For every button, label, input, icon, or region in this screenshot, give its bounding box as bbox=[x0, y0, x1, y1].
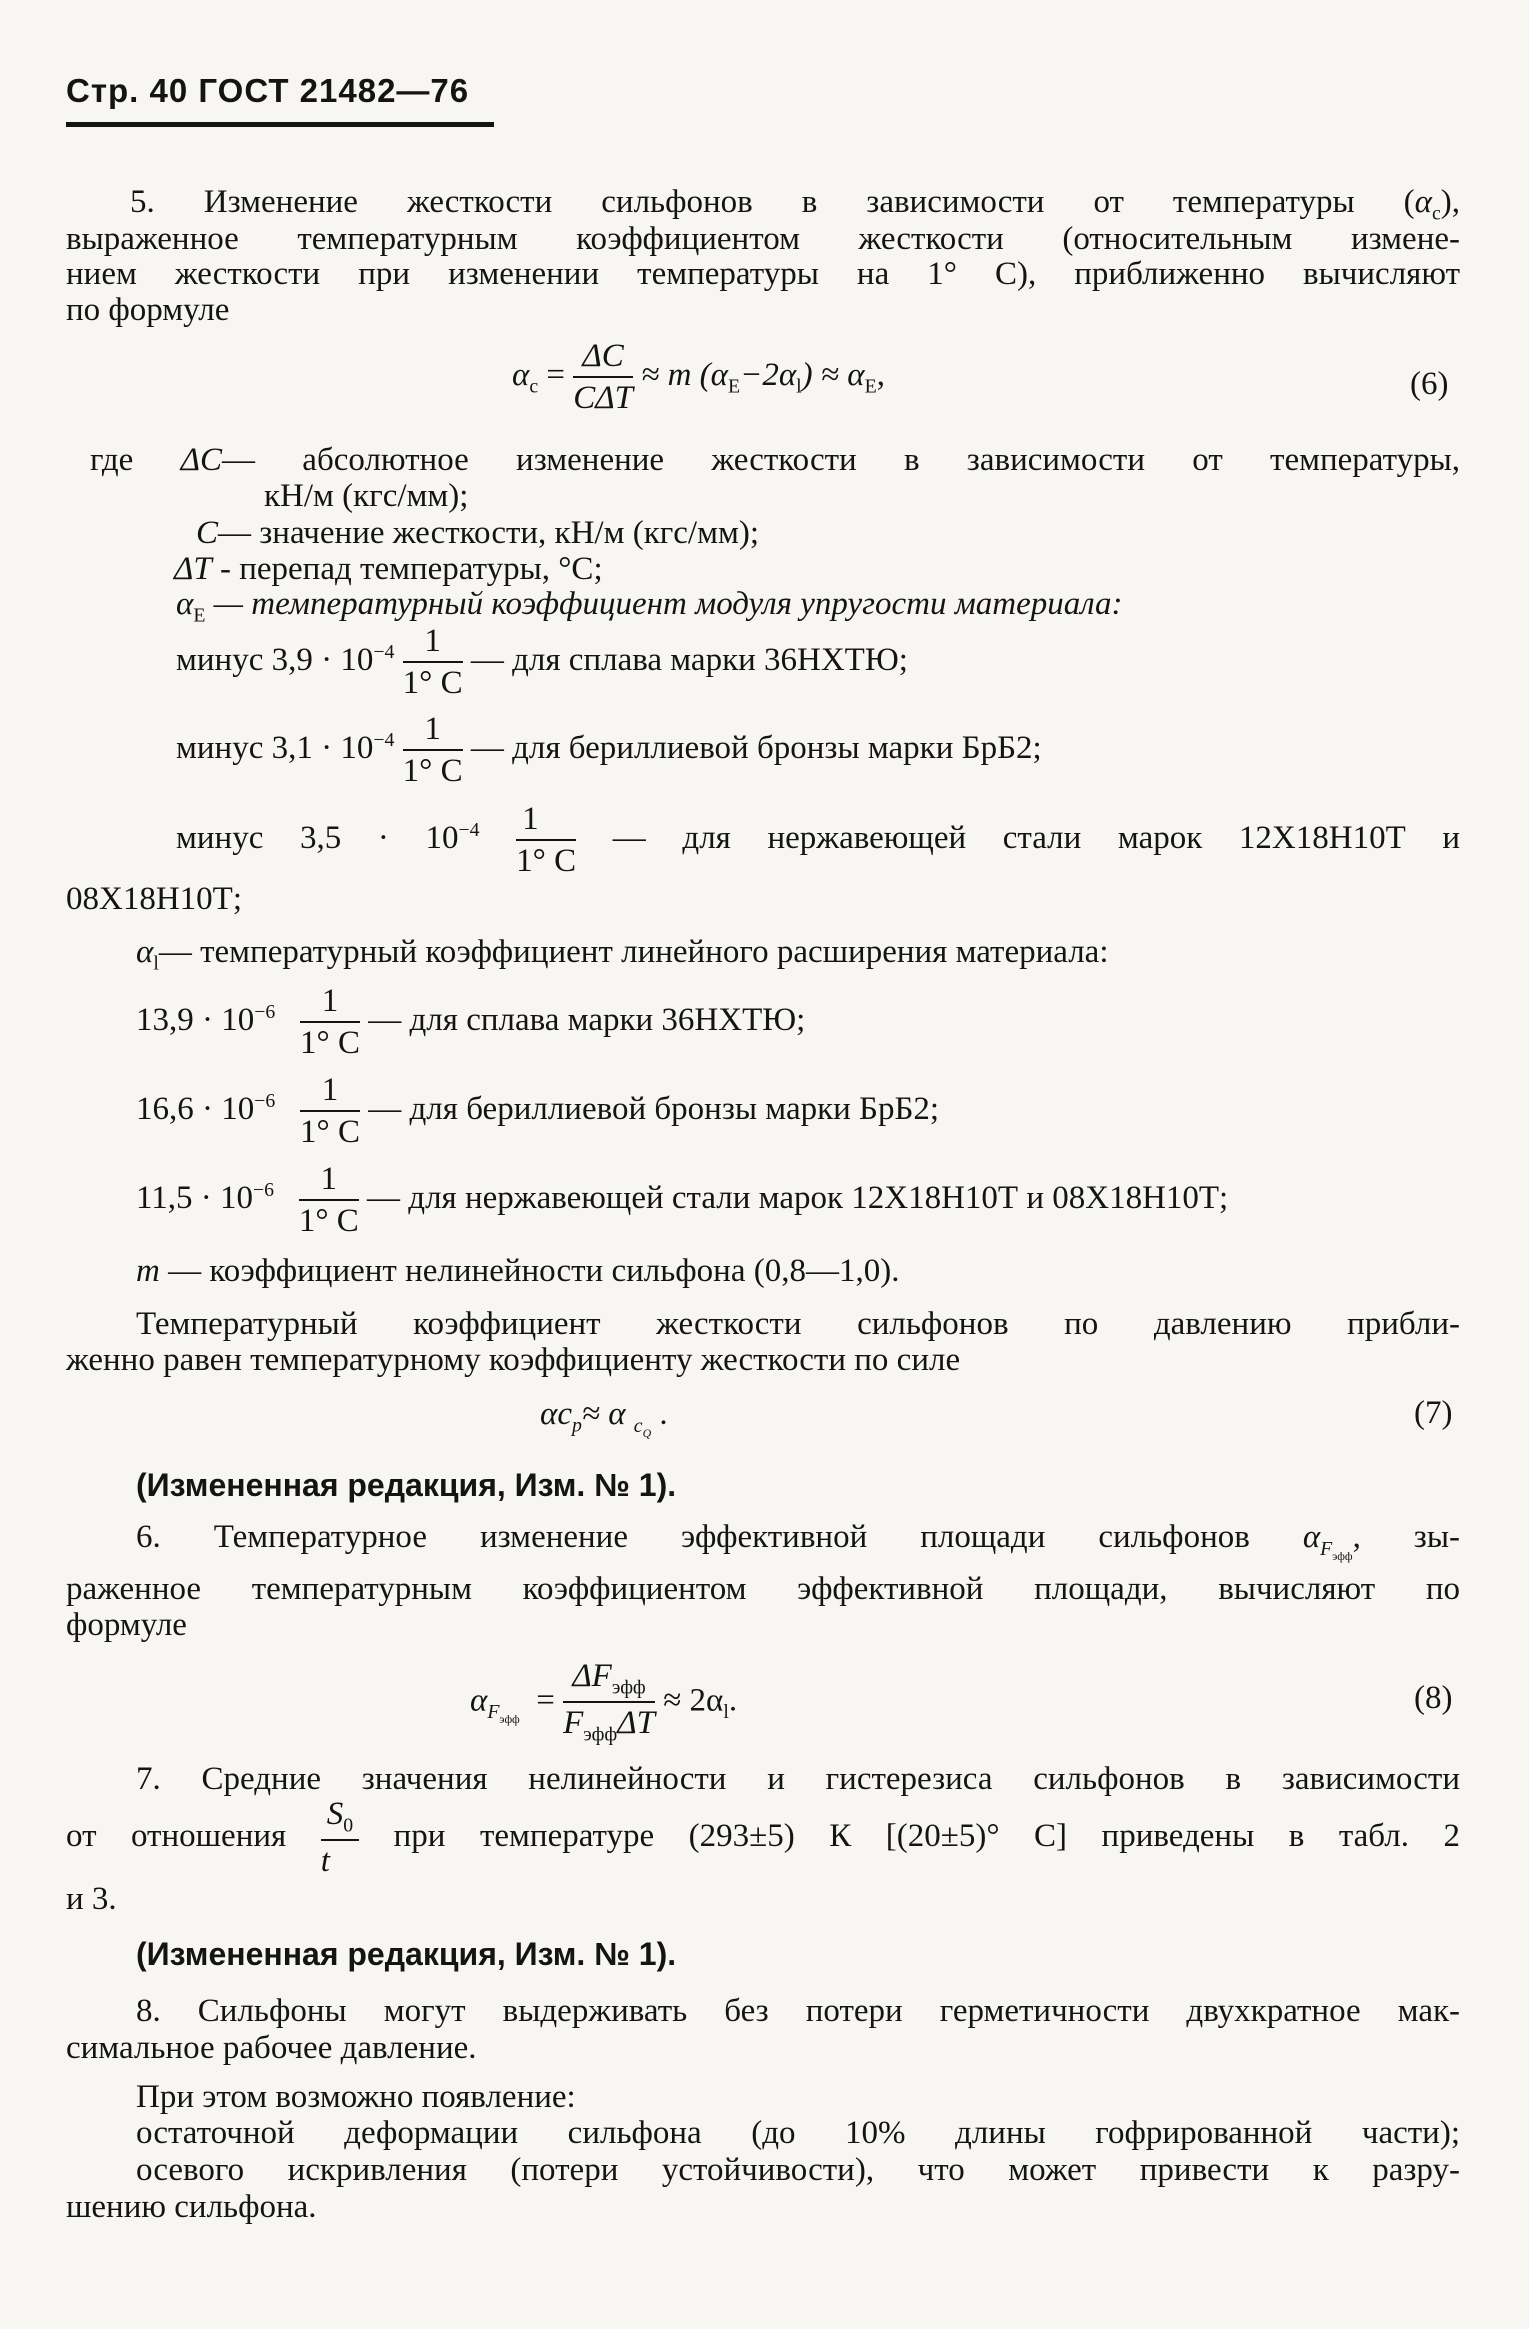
def-alpha-l: $\alpha_l—$ температурный коэффициент линейного расширения материала: bbox=[136, 934, 1109, 975]
eq6-fraction: $\frac{\Delta C}{\text{CΔT}}$ bbox=[573, 338, 633, 416]
fraction: $\frac{1}{1^\circ С}$ bbox=[516, 801, 577, 879]
fraction: $\frac{1}{1^\circ С}$ bbox=[298, 1161, 359, 1239]
def-dC-unit: кН/м (кгс/мм); bbox=[264, 478, 469, 514]
p5-line-4: по формуле bbox=[66, 292, 230, 328]
alpha-E-item-3-wrap: 08Х18Н10Т; bbox=[66, 881, 242, 917]
eq8-fraction: $\frac{\Delta F_{эфф}}{F_{эфф}\Delta T}$ bbox=[563, 1658, 655, 1746]
p8-line-2: симальное рабочее давление. bbox=[66, 2030, 477, 2066]
p9-line-1: При этом возможно появление: bbox=[136, 2079, 576, 2115]
alpha-E-item-2: минус $3,1 \cdot 10^{-4}$ $\frac{1}{1^\circ С}$ — для бериллиевой бронзы марки БрБ2; bbox=[176, 711, 1042, 789]
p5-line-1: 5. Изменение жесткости сильфонов в зависимости от температуры $(\alpha_с)$, bbox=[130, 184, 1460, 225]
alpha-l-item-2: $16,6 \cdot 10^{-6}$ $\frac{1}{1^\circ С}$ — для бериллиевой бронзы марки БрБ2; bbox=[136, 1072, 940, 1150]
equation-6-number: (6) bbox=[1410, 366, 1449, 402]
p5-line-3: нием жесткости при изменении температуры на 1° С), приближенно вычисляют bbox=[66, 256, 1460, 292]
equation-6: $\alpha_c$ = $\frac{\Delta C}{\text{CΔT}}$ ≈ m $(\alpha_E-2\alpha_l) \approx \alpha_E$, bbox=[512, 338, 885, 416]
p5-line-2: выраженное температурным коэффициентом жесткости (относительным измене- bbox=[66, 221, 1460, 257]
p6-line-2: раженное температурным коэффициентом эффективной площади, вычисляют по bbox=[66, 1571, 1460, 1607]
p9-line-4: шению сильфона. bbox=[66, 2189, 317, 2225]
p-temp-line-1: Температурный коэффициент жесткости сильфонов по давлению прибли- bbox=[136, 1306, 1460, 1342]
fraction: $\frac{1}{1^\circ С}$ bbox=[402, 623, 463, 701]
def-dT: ΔT - перепад температуры, °С; bbox=[174, 551, 603, 587]
fraction: $\frac{1}{1^\circ С}$ bbox=[300, 983, 361, 1061]
alpha-l-item-3: $11,5 \cdot 10^{-6}$ $\frac{1}{1^\circ С}$ — для нержавеющей стали марок 12Х18Н10Т и 08Х18Н10Т; bbox=[136, 1161, 1229, 1239]
header-rule bbox=[66, 122, 494, 127]
p7-fraction: $\frac{S_0}{t}$ bbox=[321, 1798, 359, 1878]
def-C: C— значение жесткости, кН/м (кгс/мм); bbox=[196, 515, 760, 551]
standard-code: ГОСТ 21482—76 bbox=[198, 72, 470, 109]
alpha-l-item-1: $13,9 \cdot 10^{-6}$ $\frac{1}{1^\circ С}$ — для сплава марки 36НХТЮ; bbox=[136, 983, 806, 1061]
def-dC: где ΔC— абсолютное изменение жесткости в зависимости от температуры, bbox=[90, 442, 1460, 478]
page-number: Стр. 40 bbox=[66, 72, 189, 109]
p-temp-line-2: женно равен температурному коэффициенту жесткости по силе bbox=[66, 1342, 961, 1378]
p7-line-3: и 3. bbox=[66, 1881, 117, 1917]
def-alpha-E: $\alpha_E$ — температурный коэффициент модуля упругости материала: bbox=[176, 586, 1123, 627]
fraction: $\frac{1}{1^\circ С}$ bbox=[402, 711, 463, 789]
equation-8-number: (8) bbox=[1414, 1680, 1453, 1716]
p6-line-3: формуле bbox=[66, 1607, 187, 1643]
alpha-E-item-3: минус $3,5 \cdot 10^{-4}$ $\frac{1}{1^\circ С}$ — для нержавеющей стали марок 12Х18Н10Т и bbox=[176, 801, 1461, 879]
p9-line-3: осевого искривления (потери устойчивости), что может привести к разру- bbox=[136, 2152, 1460, 2188]
equation-8: $\alpha_{F_{эфф}}$ = $\frac{\Delta F_{эфф}}{F_{эфф}\Delta T}$ ≈ $2\alpha_l$. bbox=[470, 1658, 738, 1746]
page-header bbox=[66, 72, 469, 110]
equation-7: $\alpha c_p\approx \alpha$ $_{c_Q}$ . bbox=[540, 1396, 668, 1440]
p7-line-1: 7. Средние значения нелинейности и гистерезиса сильфонов в зависимости bbox=[136, 1761, 1460, 1797]
fraction: $\frac{1}{1^\circ С}$ bbox=[300, 1072, 361, 1150]
p8-line-1: 8. Сильфоны могут выдерживать без потери герметичности двухкратное мак- bbox=[136, 1993, 1460, 2029]
amendment-note-1: (Измененная редакция, Изм. № 1). bbox=[136, 1467, 677, 1503]
amendment-note-2: (Измененная редакция, Изм. № 1). bbox=[136, 1936, 677, 1972]
p6-line-1: 6. Температурное изменение эффективной площади сильфонов $\alpha_{F_{эфф}}$, зы- bbox=[136, 1519, 1460, 1563]
def-m: m — коэффициент нелинейности сильфона (0,8—1,0). bbox=[136, 1253, 900, 1289]
p7-line-2: от отношения $\frac{S_0}{t}$ при температуре (293±5) К [(20±5)° С] приведены в табл. 2 bbox=[66, 1796, 1461, 1880]
p9-line-2: остаточной деформации сильфона (до 10% длины гофрированной части); bbox=[136, 2115, 1460, 2151]
alpha-E-item-1: минус $3,9 \cdot 10^{-4}$ $\frac{1}{1^\circ С}$ — для сплава марки 36НХТЮ; bbox=[176, 623, 908, 701]
equation-7-number: (7) bbox=[1414, 1395, 1453, 1431]
